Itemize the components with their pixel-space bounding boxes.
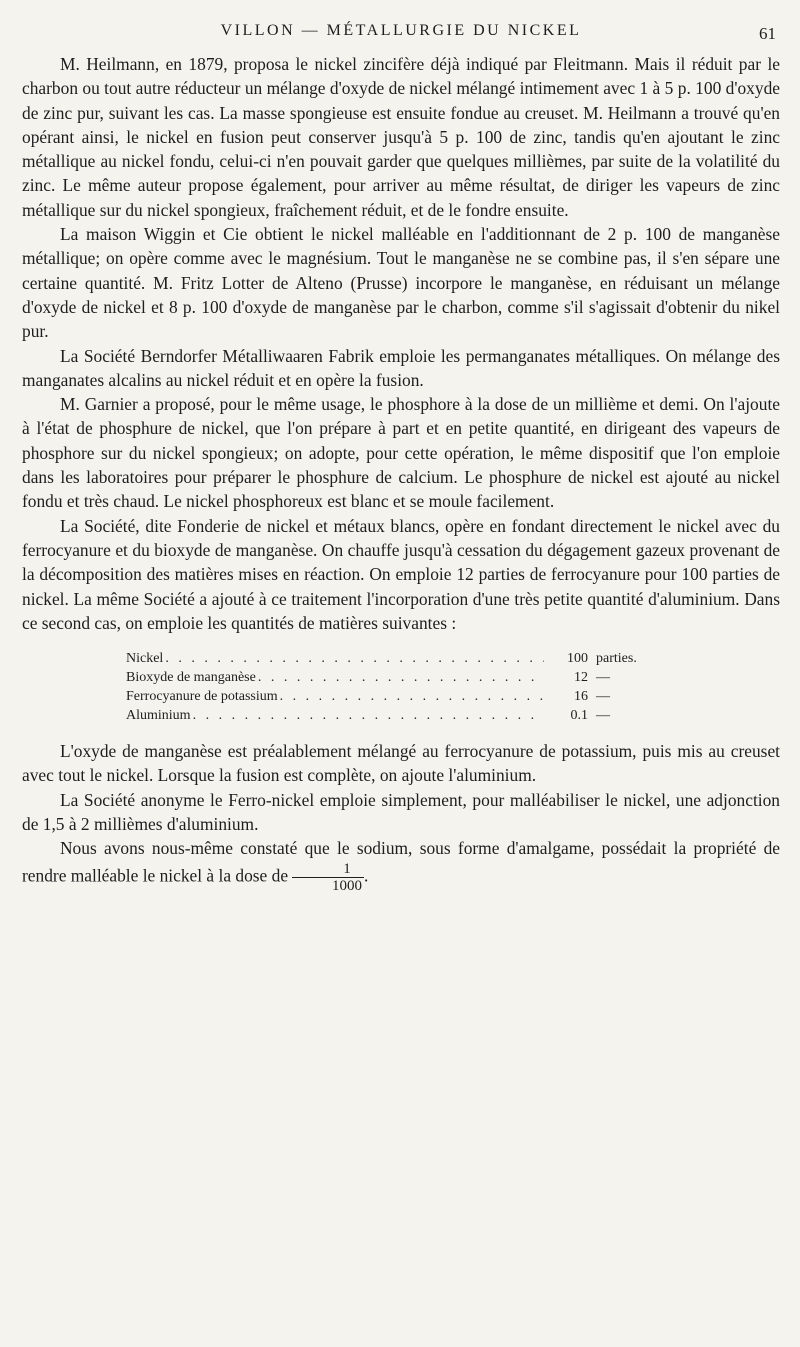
table-label: Ferrocyanure de potassium: [126, 689, 278, 705]
running-header: [22, 18, 780, 52]
table-label: Aluminium: [126, 708, 191, 724]
paragraph-wiggin: La maison Wiggin et Cie obtient le nickel malléable en l'additionnant de 2 p. 100 de manganèse métallique; on opère comme avec le magnésium. Tout le manganèse ne se combine pas, il s'en sépare une certaine quantité. M. Fritz Lotter de Alteno (Prusse) incorpore le manganèse, en réduisant un mélange d'oxyde de nickel et 8 p. 100 d'oxyde de manganèse par le charbon, comme s'il s'agissait d'obtenir du nikel pur.: [22, 224, 780, 342]
fraction-period: .: [364, 865, 369, 886]
paragraph-garnier: M. Garnier a proposé, pour le même usage, le phosphore à la dose de un millième et demi. On l'ajoute à l'état de phosphure de nickel, que l'on prépare à part et en petite quantité, en dirigeant des vapeurs de phosphore sur du nickel spongieux; on adopte, pour cette opération, le même dispositif que l'on emploie dans les laboratoires pour préparer le phosphure de calcium. Le phosphure de nickel est ajouté au nickel fondu et très chaud. Le nickel phosphoreux est blanc et se moule facilement.: [22, 394, 780, 512]
leader-dots: [258, 668, 544, 687]
running-title: VILLON — MÉTALLURGIE DU NICKEL: [220, 22, 582, 39]
paragraph-fonderie: La Société, dite Fonderie de nickel et métaux blancs, opère en fondant directement le nickel avec du ferrocyanure et du bioxyde de manganèse. On chauffe jusqu'à cessation du dégagement gazeux provenant de la décomposition des matières mises en réaction. On emploie 12 parties de ferrocyanure pour 100 parties de nickel. La même Société a ajouté à ce traitement l'incorporation d'une très petite quantité d'aluminium. Dans ce second cas, on emploie les quantités de matières suivantes :: [22, 515, 780, 633]
table-quantity: 12: [574, 670, 588, 686]
paragraph-sodium: [22, 836, 780, 893]
page-number: 61: [759, 24, 776, 43]
table-quantity: 0.1: [570, 708, 588, 724]
leader-dots: [165, 649, 544, 668]
table-label: Bioxyde de manganèse: [126, 670, 256, 686]
quantities-table: [126, 649, 666, 725]
body-text: [22, 52, 780, 894]
fraction-denominator: 1000: [332, 877, 363, 894]
paragraph-oxyde: L'oxyde de manganèse est préalablement mélangé au ferrocyanure de potassium, puis mis au creuset avec tout le nickel. Lorsque la fusion est complète, on ajoute l'aluminium.: [22, 741, 780, 786]
table-unit: parties.: [596, 651, 637, 667]
paragraph-heilmann: M. Heilmann, en 1879, proposa le nickel zincifère déjà indiqué par Fleitmann. Mais il réduit par le charbon ou tout autre réducteur un mélange d'oxyde de nickel mélangé intimement avec 1 à 5 p. 100 d'oxyde de zinc pur, suivant les cas. La masse spongieuse est ensuite fondue au creuset. M. Heilmann a trouvé qu'en opérant ainsi, le nickel en fusion peut conserver jusqu'à 5 p. 100 de zinc, tandis qu'en ajoutant le zinc métallique au nickel fondu, celui-ci n'en pouvait garder que quelques millièmes, par suite de la volatilité du zinc. Le même auteur propose également, pour arriver au même résultat, de diriger les vapeurs de zinc métallique sur du nickel spongieux, fraîchement réduit, et de le fondre ensuite.: [22, 54, 780, 220]
table-label: Nickel: [126, 651, 164, 667]
leader-dots: [193, 706, 544, 725]
table-quantity: 100: [567, 651, 588, 667]
table-unit: —: [596, 670, 610, 686]
table-row: [126, 668, 666, 687]
table-unit: —: [596, 708, 610, 724]
paragraph-ferro-nickel: La Société anonyme le Ferro-nickel emploie simplement, pour malléabiliser le nickel, une adjonction de 1,5 à 2 millièmes d'aluminium.: [22, 789, 780, 835]
fraction: [292, 861, 364, 894]
paragraph-berndorfer: La Société Berndorfer Métalliwaaren Fabrik emploie les permanganates métalliques. On mélange des manganates alcalins au nickel réduit et en opère la fusion.: [22, 345, 780, 390]
table-row: [126, 687, 666, 706]
table-row: [126, 649, 666, 668]
sodium-text: Nous avons nous-même constaté que le sodium, sous forme d'amalgame, possédait la propriété de rendre malléable le nickel à la dose de: [22, 838, 780, 886]
table-unit: —: [596, 689, 610, 705]
table-quantity: 16: [574, 689, 588, 705]
fraction-numerator: 1: [292, 861, 364, 878]
table-row: [126, 706, 666, 725]
leader-dots: [280, 687, 544, 706]
document-page: [22, 18, 780, 894]
